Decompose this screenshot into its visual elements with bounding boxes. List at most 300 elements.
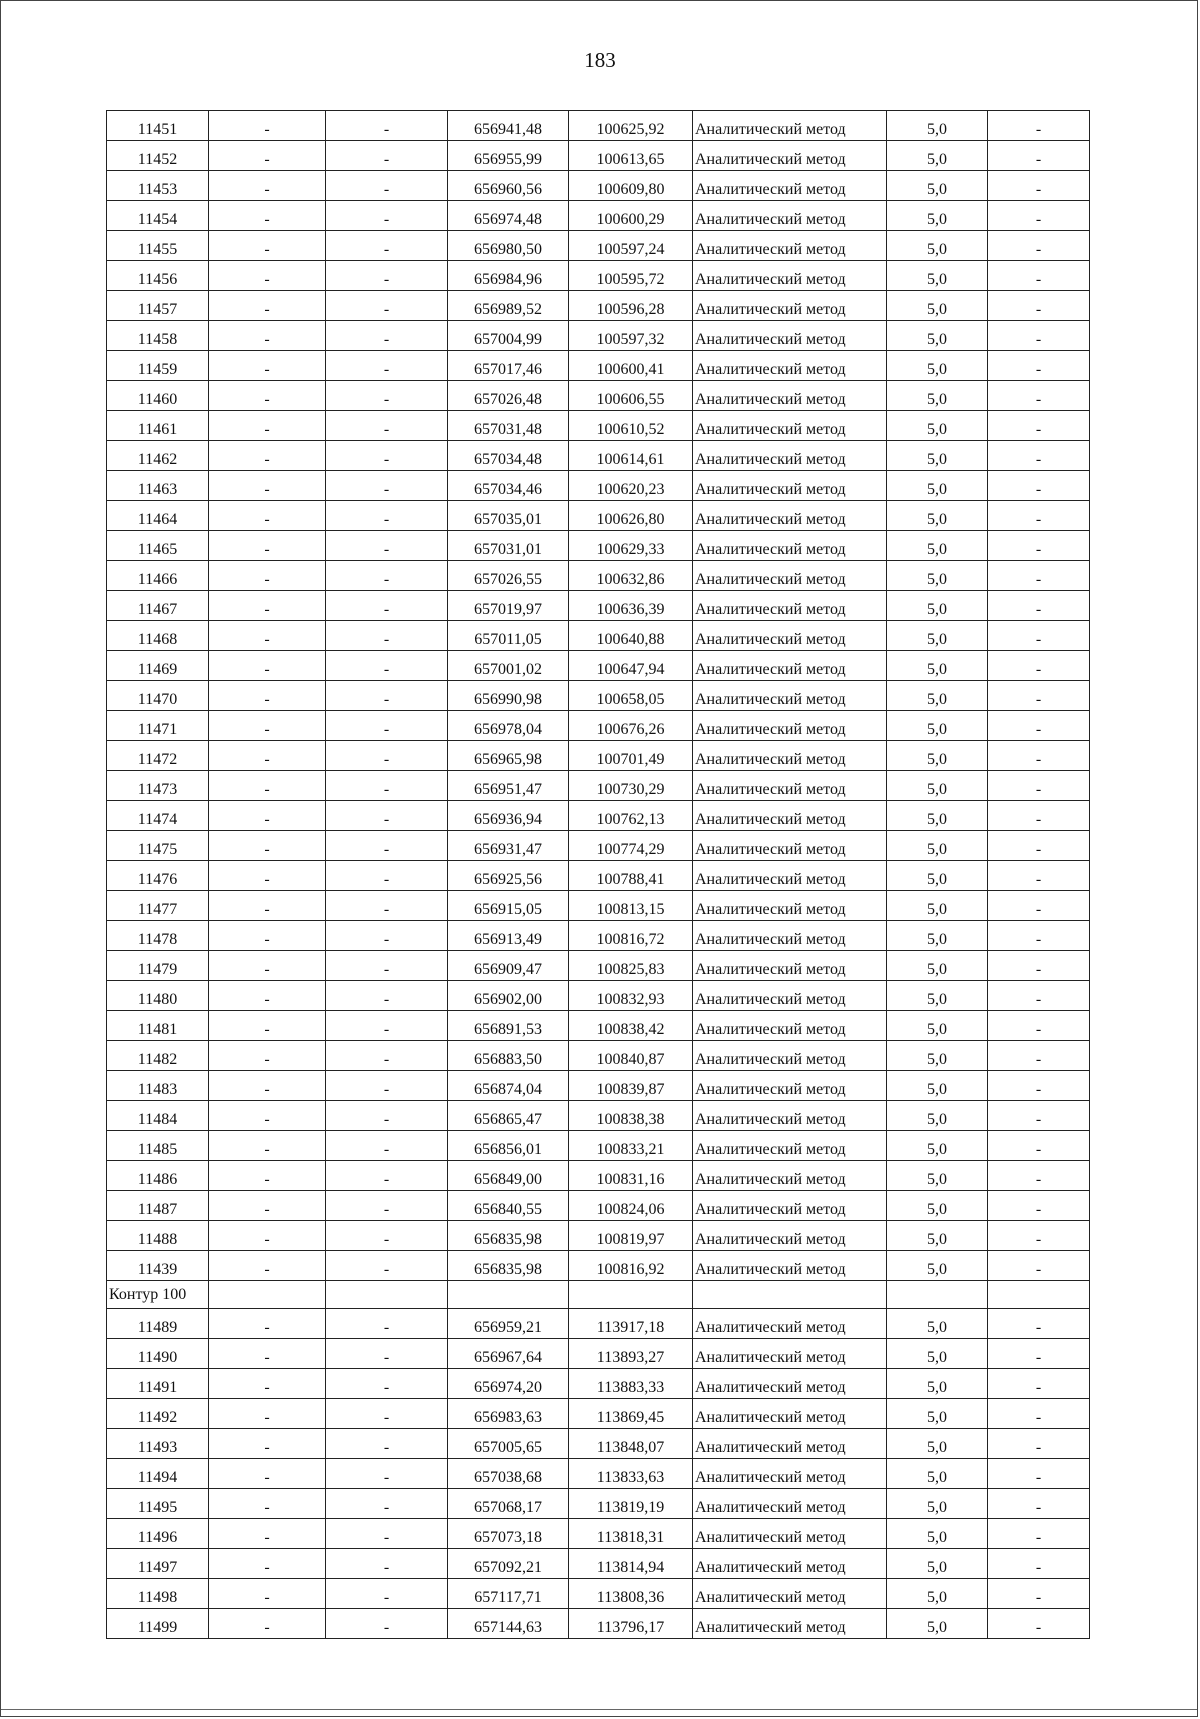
accuracy-cell: 5,0 xyxy=(887,111,988,141)
blank-dash-cell: - xyxy=(209,1519,326,1549)
blank-dash-cell: - xyxy=(326,1459,448,1489)
accuracy-cell: 5,0 xyxy=(887,951,988,981)
accuracy-cell: 5,0 xyxy=(887,1161,988,1191)
accuracy-cell: 5,0 xyxy=(887,1519,988,1549)
accuracy-cell: 5,0 xyxy=(887,1251,988,1281)
point-number-cell: 11456 xyxy=(107,261,209,291)
blank-dash-cell: - xyxy=(326,261,448,291)
method-cell: Аналитический метод xyxy=(693,1309,887,1339)
table-row xyxy=(107,681,1090,711)
x-coordinate-cell: 657026,48 xyxy=(448,381,569,411)
y-coordinate-cell: 100647,94 xyxy=(569,651,693,681)
blank-dash-cell: - xyxy=(209,801,326,831)
blank-dash-cell: - xyxy=(209,831,326,861)
x-coordinate-cell: 657092,21 xyxy=(448,1549,569,1579)
point-number-cell: 11481 xyxy=(107,1011,209,1041)
blank-dash-cell: - xyxy=(326,111,448,141)
y-coordinate-cell: 100839,87 xyxy=(569,1071,693,1101)
blank-dash-cell: - xyxy=(326,741,448,771)
blank-dash-cell: - xyxy=(209,501,326,531)
point-number-cell: 11462 xyxy=(107,441,209,471)
x-coordinate-cell: 656883,50 xyxy=(448,1041,569,1071)
method-cell: Аналитический метод xyxy=(693,561,887,591)
blank-dash-cell: - xyxy=(209,411,326,441)
y-coordinate-cell: 100609,80 xyxy=(569,171,693,201)
blank-dash-cell: - xyxy=(209,1191,326,1221)
blank-dash-cell: - xyxy=(326,831,448,861)
x-coordinate-cell: 657017,46 xyxy=(448,351,569,381)
point-number-cell: 11475 xyxy=(107,831,209,861)
accuracy-cell: 5,0 xyxy=(887,771,988,801)
method-cell: Аналитический метод xyxy=(693,1399,887,1429)
blank-dash-cell: - xyxy=(326,1579,448,1609)
point-number-cell: 11451 xyxy=(107,111,209,141)
blank-dash-cell: - xyxy=(988,1519,1090,1549)
method-cell: Аналитический метод xyxy=(693,1011,887,1041)
blank-dash-cell: - xyxy=(988,561,1090,591)
y-coordinate-cell: 100600,29 xyxy=(569,201,693,231)
table-row xyxy=(107,471,1090,501)
blank-dash-cell: - xyxy=(209,1251,326,1281)
x-coordinate-cell: 656913,49 xyxy=(448,921,569,951)
x-coordinate-cell: 657073,18 xyxy=(448,1519,569,1549)
y-coordinate-cell: 113808,36 xyxy=(569,1579,693,1609)
method-cell: Аналитический метод xyxy=(693,1369,887,1399)
blank-dash-cell: - xyxy=(209,651,326,681)
method-cell: Аналитический метод xyxy=(693,681,887,711)
point-number-cell: 11468 xyxy=(107,621,209,651)
table-row xyxy=(107,891,1090,921)
x-coordinate-cell: 656967,64 xyxy=(448,1339,569,1369)
y-coordinate-cell: 113819,19 xyxy=(569,1489,693,1519)
blank-dash-cell: - xyxy=(988,531,1090,561)
point-number-cell: 11492 xyxy=(107,1399,209,1429)
x-coordinate-cell: 656960,56 xyxy=(448,171,569,201)
method-cell: Аналитический метод xyxy=(693,801,887,831)
point-number-cell: 11472 xyxy=(107,741,209,771)
point-number-cell: 11499 xyxy=(107,1609,209,1639)
y-coordinate-cell: 100831,16 xyxy=(569,1161,693,1191)
point-number-cell: 11495 xyxy=(107,1489,209,1519)
section-row xyxy=(107,1281,1090,1309)
blank-dash-cell: - xyxy=(988,411,1090,441)
y-coordinate-cell: 113796,17 xyxy=(569,1609,693,1639)
method-cell: Аналитический метод xyxy=(693,1549,887,1579)
blank-dash-cell: - xyxy=(988,831,1090,861)
blank-dash-cell: - xyxy=(988,1369,1090,1399)
x-coordinate-cell: 656941,48 xyxy=(448,111,569,141)
point-number-cell: 11478 xyxy=(107,921,209,951)
table-row xyxy=(107,1549,1090,1579)
y-coordinate-cell: 113848,07 xyxy=(569,1429,693,1459)
blank-dash-cell: - xyxy=(988,801,1090,831)
method-cell: Аналитический метод xyxy=(693,141,887,171)
y-coordinate-cell: 100813,15 xyxy=(569,891,693,921)
blank-dash-cell: - xyxy=(326,1339,448,1369)
accuracy-cell: 5,0 xyxy=(887,561,988,591)
blank-dash-cell: - xyxy=(988,1609,1090,1639)
table-row xyxy=(107,741,1090,771)
blank-dash-cell: - xyxy=(209,1339,326,1369)
method-cell: Аналитический метод xyxy=(693,831,887,861)
blank-dash-cell: - xyxy=(209,621,326,651)
empty-cell xyxy=(887,1281,988,1309)
table-row xyxy=(107,951,1090,981)
x-coordinate-cell: 656951,47 xyxy=(448,771,569,801)
blank-dash-cell: - xyxy=(988,1251,1090,1281)
point-number-cell: 11459 xyxy=(107,351,209,381)
blank-dash-cell: - xyxy=(209,381,326,411)
point-number-cell: 11464 xyxy=(107,501,209,531)
table-row xyxy=(107,171,1090,201)
point-number-cell: 11461 xyxy=(107,411,209,441)
table-row xyxy=(107,111,1090,141)
blank-dash-cell: - xyxy=(988,861,1090,891)
method-cell: Аналитический метод xyxy=(693,261,887,291)
blank-dash-cell: - xyxy=(326,1309,448,1339)
table-row xyxy=(107,1459,1090,1489)
method-cell: Аналитический метод xyxy=(693,921,887,951)
y-coordinate-cell: 113833,63 xyxy=(569,1459,693,1489)
empty-cell xyxy=(448,1281,569,1309)
x-coordinate-cell: 657026,55 xyxy=(448,561,569,591)
y-coordinate-cell: 100595,72 xyxy=(569,261,693,291)
point-number-cell: 11476 xyxy=(107,861,209,891)
x-coordinate-cell: 656909,47 xyxy=(448,951,569,981)
blank-dash-cell: - xyxy=(988,291,1090,321)
y-coordinate-cell: 100620,23 xyxy=(569,471,693,501)
blank-dash-cell: - xyxy=(988,981,1090,1011)
accuracy-cell: 5,0 xyxy=(887,591,988,621)
point-number-cell: 11455 xyxy=(107,231,209,261)
blank-dash-cell: - xyxy=(209,1369,326,1399)
method-cell: Аналитический метод xyxy=(693,1459,887,1489)
method-cell: Аналитический метод xyxy=(693,1161,887,1191)
table-row xyxy=(107,1161,1090,1191)
blank-dash-cell: - xyxy=(988,141,1090,171)
accuracy-cell: 5,0 xyxy=(887,141,988,171)
table-row xyxy=(107,1579,1090,1609)
blank-dash-cell: - xyxy=(988,1011,1090,1041)
point-number-cell: 11496 xyxy=(107,1519,209,1549)
blank-dash-cell: - xyxy=(326,381,448,411)
point-number-cell: 11480 xyxy=(107,981,209,1011)
y-coordinate-cell: 113818,31 xyxy=(569,1519,693,1549)
blank-dash-cell: - xyxy=(209,981,326,1011)
point-number-cell: 11473 xyxy=(107,771,209,801)
accuracy-cell: 5,0 xyxy=(887,861,988,891)
method-cell: Аналитический метод xyxy=(693,1579,887,1609)
table-row xyxy=(107,1251,1090,1281)
x-coordinate-cell: 656936,94 xyxy=(448,801,569,831)
table-row xyxy=(107,1221,1090,1251)
table-row xyxy=(107,441,1090,471)
accuracy-cell: 5,0 xyxy=(887,1579,988,1609)
blank-dash-cell: - xyxy=(988,1549,1090,1579)
x-coordinate-cell: 656974,48 xyxy=(448,201,569,231)
method-cell: Аналитический метод xyxy=(693,381,887,411)
x-coordinate-cell: 656891,53 xyxy=(448,1011,569,1041)
table-row xyxy=(107,321,1090,351)
accuracy-cell: 5,0 xyxy=(887,681,988,711)
point-number-cell: 11453 xyxy=(107,171,209,201)
method-cell: Аналитический метод xyxy=(693,741,887,771)
blank-dash-cell: - xyxy=(209,1131,326,1161)
x-coordinate-cell: 656974,20 xyxy=(448,1369,569,1399)
y-coordinate-cell: 100762,13 xyxy=(569,801,693,831)
point-number-cell: 11471 xyxy=(107,711,209,741)
blank-dash-cell: - xyxy=(209,1161,326,1191)
table-row xyxy=(107,1191,1090,1221)
accuracy-cell: 5,0 xyxy=(887,1011,988,1041)
x-coordinate-cell: 657031,48 xyxy=(448,411,569,441)
blank-dash-cell: - xyxy=(988,771,1090,801)
accuracy-cell: 5,0 xyxy=(887,1339,988,1369)
y-coordinate-cell: 100840,87 xyxy=(569,1041,693,1071)
blank-dash-cell: - xyxy=(988,1131,1090,1161)
table-row xyxy=(107,261,1090,291)
x-coordinate-cell: 657068,17 xyxy=(448,1489,569,1519)
y-coordinate-cell: 100613,65 xyxy=(569,141,693,171)
blank-dash-cell: - xyxy=(326,1519,448,1549)
point-number-cell: 11489 xyxy=(107,1309,209,1339)
blank-dash-cell: - xyxy=(209,771,326,801)
y-coordinate-cell: 100597,24 xyxy=(569,231,693,261)
y-coordinate-cell: 100824,06 xyxy=(569,1191,693,1221)
blank-dash-cell: - xyxy=(326,1369,448,1399)
y-coordinate-cell: 100838,42 xyxy=(569,1011,693,1041)
blank-dash-cell: - xyxy=(326,681,448,711)
point-number-cell: 11484 xyxy=(107,1101,209,1131)
method-cell: Аналитический метод xyxy=(693,1609,887,1639)
table-row xyxy=(107,1339,1090,1369)
point-number-cell: 11494 xyxy=(107,1459,209,1489)
accuracy-cell: 5,0 xyxy=(887,1191,988,1221)
table-row xyxy=(107,351,1090,381)
method-cell: Аналитический метод xyxy=(693,351,887,381)
blank-dash-cell: - xyxy=(326,1399,448,1429)
blank-dash-cell: - xyxy=(988,1309,1090,1339)
method-cell: Аналитический метод xyxy=(693,231,887,261)
method-cell: Аналитический метод xyxy=(693,171,887,201)
method-cell: Аналитический метод xyxy=(693,1101,887,1131)
blank-dash-cell: - xyxy=(988,231,1090,261)
point-number-cell: 11493 xyxy=(107,1429,209,1459)
empty-cell xyxy=(209,1281,326,1309)
accuracy-cell: 5,0 xyxy=(887,711,988,741)
x-coordinate-cell: 656865,47 xyxy=(448,1101,569,1131)
blank-dash-cell: - xyxy=(209,711,326,741)
y-coordinate-cell: 113814,94 xyxy=(569,1549,693,1579)
blank-dash-cell: - xyxy=(209,681,326,711)
point-number-cell: 11439 xyxy=(107,1251,209,1281)
table-row xyxy=(107,501,1090,531)
point-number-cell: 11488 xyxy=(107,1221,209,1251)
y-coordinate-cell: 113917,18 xyxy=(569,1309,693,1339)
accuracy-cell: 5,0 xyxy=(887,981,988,1011)
blank-dash-cell: - xyxy=(209,1221,326,1251)
y-coordinate-cell: 100676,26 xyxy=(569,711,693,741)
accuracy-cell: 5,0 xyxy=(887,441,988,471)
table-row xyxy=(107,1309,1090,1339)
y-coordinate-cell: 100838,38 xyxy=(569,1101,693,1131)
method-cell: Аналитический метод xyxy=(693,591,887,621)
blank-dash-cell: - xyxy=(988,171,1090,201)
point-number-cell: 11469 xyxy=(107,651,209,681)
blank-dash-cell: - xyxy=(326,621,448,651)
x-coordinate-cell: 656955,99 xyxy=(448,141,569,171)
blank-dash-cell: - xyxy=(209,1459,326,1489)
method-cell: Аналитический метод xyxy=(693,1071,887,1101)
x-coordinate-cell: 657034,46 xyxy=(448,471,569,501)
blank-dash-cell: - xyxy=(209,291,326,321)
point-number-cell: 11491 xyxy=(107,1369,209,1399)
method-cell: Аналитический метод xyxy=(693,1519,887,1549)
point-number-cell: 11470 xyxy=(107,681,209,711)
blank-dash-cell: - xyxy=(326,1131,448,1161)
accuracy-cell: 5,0 xyxy=(887,261,988,291)
blank-dash-cell: - xyxy=(209,1549,326,1579)
blank-dash-cell: - xyxy=(326,1609,448,1639)
x-coordinate-cell: 656931,47 xyxy=(448,831,569,861)
table-row xyxy=(107,861,1090,891)
blank-dash-cell: - xyxy=(988,111,1090,141)
blank-dash-cell: - xyxy=(209,741,326,771)
table-row xyxy=(107,771,1090,801)
blank-dash-cell: - xyxy=(988,1221,1090,1251)
blank-dash-cell: - xyxy=(326,201,448,231)
y-coordinate-cell: 100816,92 xyxy=(569,1251,693,1281)
x-coordinate-cell: 656925,56 xyxy=(448,861,569,891)
blank-dash-cell: - xyxy=(326,651,448,681)
method-cell: Аналитический метод xyxy=(693,1191,887,1221)
point-number-cell: 11465 xyxy=(107,531,209,561)
x-coordinate-cell: 656983,63 xyxy=(448,1399,569,1429)
blank-dash-cell: - xyxy=(326,1011,448,1041)
x-coordinate-cell: 656959,21 xyxy=(448,1309,569,1339)
y-coordinate-cell: 100626,80 xyxy=(569,501,693,531)
x-coordinate-cell: 657035,01 xyxy=(448,501,569,531)
y-coordinate-cell: 100701,49 xyxy=(569,741,693,771)
point-number-cell: 11482 xyxy=(107,1041,209,1071)
point-number-cell: 11467 xyxy=(107,591,209,621)
blank-dash-cell: - xyxy=(326,951,448,981)
blank-dash-cell: - xyxy=(209,1309,326,1339)
blank-dash-cell: - xyxy=(988,321,1090,351)
blank-dash-cell: - xyxy=(209,561,326,591)
blank-dash-cell: - xyxy=(988,1399,1090,1429)
y-coordinate-cell: 100606,55 xyxy=(569,381,693,411)
y-coordinate-cell: 100614,61 xyxy=(569,441,693,471)
y-coordinate-cell: 100658,05 xyxy=(569,681,693,711)
table-row xyxy=(107,831,1090,861)
blank-dash-cell: - xyxy=(988,651,1090,681)
method-cell: Аналитический метод xyxy=(693,201,887,231)
method-cell: Аналитический метод xyxy=(693,981,887,1011)
table-row xyxy=(107,1429,1090,1459)
table-row xyxy=(107,381,1090,411)
x-coordinate-cell: 656990,98 xyxy=(448,681,569,711)
table-row xyxy=(107,981,1090,1011)
y-coordinate-cell: 100632,86 xyxy=(569,561,693,591)
point-number-cell: 11466 xyxy=(107,561,209,591)
table-row xyxy=(107,651,1090,681)
table-row xyxy=(107,531,1090,561)
blank-dash-cell: - xyxy=(209,261,326,291)
y-coordinate-cell: 113883,33 xyxy=(569,1369,693,1399)
x-coordinate-cell: 657011,05 xyxy=(448,621,569,651)
table-row xyxy=(107,1071,1090,1101)
blank-dash-cell: - xyxy=(988,591,1090,621)
blank-dash-cell: - xyxy=(988,1161,1090,1191)
accuracy-cell: 5,0 xyxy=(887,171,988,201)
blank-dash-cell: - xyxy=(326,141,448,171)
accuracy-cell: 5,0 xyxy=(887,231,988,261)
blank-dash-cell: - xyxy=(988,471,1090,501)
page-number: 183 xyxy=(584,48,616,72)
blank-dash-cell: - xyxy=(209,591,326,621)
blank-dash-cell: - xyxy=(326,231,448,261)
blank-dash-cell: - xyxy=(988,1459,1090,1489)
method-cell: Аналитический метод xyxy=(693,1131,887,1161)
x-coordinate-cell: 656915,05 xyxy=(448,891,569,921)
blank-dash-cell: - xyxy=(326,501,448,531)
x-coordinate-cell: 656835,98 xyxy=(448,1251,569,1281)
blank-dash-cell: - xyxy=(988,741,1090,771)
x-coordinate-cell: 656965,98 xyxy=(448,741,569,771)
method-cell: Аналитический метод xyxy=(693,1251,887,1281)
y-coordinate-cell: 100788,41 xyxy=(569,861,693,891)
point-number-cell: 11479 xyxy=(107,951,209,981)
accuracy-cell: 5,0 xyxy=(887,321,988,351)
section-label: Контур 100 xyxy=(107,1281,209,1309)
blank-dash-cell: - xyxy=(209,1579,326,1609)
table-row xyxy=(107,201,1090,231)
blank-dash-cell: - xyxy=(326,981,448,1011)
point-number-cell: 11463 xyxy=(107,471,209,501)
blank-dash-cell: - xyxy=(988,261,1090,291)
y-coordinate-cell: 100819,97 xyxy=(569,1221,693,1251)
blank-dash-cell: - xyxy=(326,471,448,501)
table-row xyxy=(107,1131,1090,1161)
accuracy-cell: 5,0 xyxy=(887,1459,988,1489)
method-cell: Аналитический метод xyxy=(693,441,887,471)
table-row xyxy=(107,591,1090,621)
y-coordinate-cell: 100610,52 xyxy=(569,411,693,441)
blank-dash-cell: - xyxy=(326,1429,448,1459)
blank-dash-cell: - xyxy=(988,891,1090,921)
x-coordinate-cell: 656980,50 xyxy=(448,231,569,261)
point-number-cell: 11460 xyxy=(107,381,209,411)
method-cell: Аналитический метод xyxy=(693,411,887,441)
point-number-cell: 11485 xyxy=(107,1131,209,1161)
method-cell: Аналитический метод xyxy=(693,1429,887,1459)
accuracy-cell: 5,0 xyxy=(887,1071,988,1101)
x-coordinate-cell: 657144,63 xyxy=(448,1609,569,1639)
method-cell: Аналитический метод xyxy=(693,861,887,891)
accuracy-cell: 5,0 xyxy=(887,531,988,561)
y-coordinate-cell: 100625,92 xyxy=(569,111,693,141)
point-number-cell: 11474 xyxy=(107,801,209,831)
y-coordinate-cell: 100636,39 xyxy=(569,591,693,621)
blank-dash-cell: - xyxy=(326,711,448,741)
blank-dash-cell: - xyxy=(988,441,1090,471)
blank-dash-cell: - xyxy=(988,1489,1090,1519)
y-coordinate-cell: 100833,21 xyxy=(569,1131,693,1161)
blank-dash-cell: - xyxy=(209,321,326,351)
blank-dash-cell: - xyxy=(988,1071,1090,1101)
point-number-cell: 11486 xyxy=(107,1161,209,1191)
